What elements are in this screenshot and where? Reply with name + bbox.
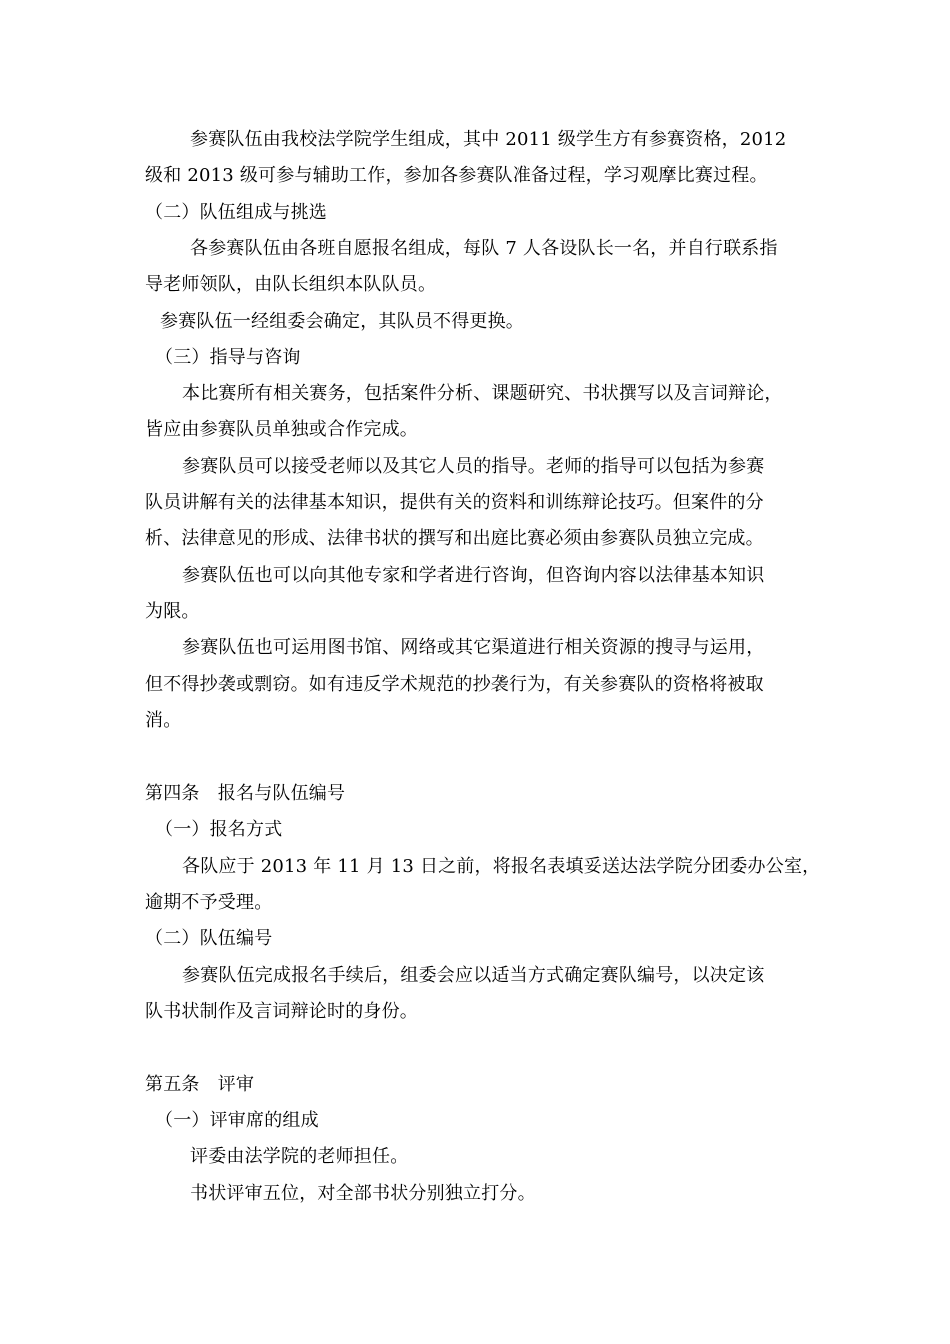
paragraph-teacher-guidance-line-3: 析、法律意见的形成、法律书状的撰写和出庭比赛必须由参赛队员独立完成。 (145, 528, 764, 549)
subheading-guidance: （三）指导与咨询 (155, 347, 301, 368)
paragraph-teacher-guidance-line-1: 参赛队员可以接受老师以及其它人员的指导。老师的指导可以包括为参赛 (182, 456, 765, 477)
paragraph-guidance-line-2: 皆应由参赛队员单独或合作完成。 (145, 419, 418, 440)
paragraph-registration-line-1: 各队应于 2013 年 11 月 13 日之前，将报名表填妥送达法学院分团委办公室， (182, 856, 821, 877)
paragraph-eligibility-line-2: 级和 2013 级可参与辅助工作，参加各参赛队准备过程，学习观摩比赛过程。 (145, 165, 768, 186)
subheading-judging-panel: （一）评审席的组成 (155, 1110, 319, 1131)
paragraph-resources-line-2: 但不得抄袭或剽窃。如有违反学术规范的抄袭行为，有关参赛队的资格将被取 (145, 674, 764, 695)
paragraph-resources-line-1: 参赛队伍也可运用图书馆、网络或其它渠道进行相关资源的搜寻与运用， (182, 637, 765, 658)
paragraph-teacher-guidance-line-2: 队员讲解有关的法律基本知识，提供有关的资料和训练辩论技巧。但案件的分 (145, 492, 764, 513)
subheading-team-composition: （二）队伍组成与挑选 (145, 202, 327, 223)
paragraph-team-number-line-1: 参赛队伍完成报名手续后，组委会应以适当方式确定赛队编号，以决定该 (182, 965, 765, 986)
paragraph-resources-line-3: 消。 (145, 710, 182, 731)
paragraph-expert-consult-line-2: 为限。 (145, 601, 200, 622)
subheading-registration-method: （一）报名方式 (155, 819, 283, 840)
paragraph-judges: 评委由法学院的老师担任。 (190, 1146, 409, 1167)
paragraph-brief-judges: 书状评审五位，对全部书状分别独立打分。 (190, 1183, 536, 1204)
paragraph-expert-consult-line-1: 参赛队伍也可以向其他专家和学者进行咨询，但咨询内容以法律基本知识 (182, 565, 765, 586)
subheading-team-number: （二）队伍编号 (145, 928, 273, 949)
paragraph-registration-line-2: 逾期不予受理。 (145, 892, 273, 913)
paragraph-team-number-line-2: 队书状制作及言词辩论时的身份。 (145, 1001, 418, 1022)
article-four-heading: 第四条 报名与队伍编号 (145, 783, 346, 804)
article-five-heading: 第五条 评审 (145, 1074, 255, 1095)
paragraph-team-composition-line-2: 导老师领队，由队长组织本队队员。 (145, 274, 437, 295)
paragraph-team-composition-line-1: 各参赛队伍由各班自愿报名组成，每队 7 人各设队长一名，并自行联系指 (190, 238, 778, 259)
paragraph-guidance-line-1: 本比赛所有相关赛务，包括案件分析、课题研究、书状撰写以及言词辩论， (182, 383, 783, 404)
paragraph-team-fixed: 参赛队伍一经组委会确定，其队员不得更换。 (160, 311, 524, 332)
paragraph-eligibility-line-1: 参赛队伍由我校法学院学生组成，其中 2011 级学生方有参赛资格，2012 (190, 129, 787, 150)
